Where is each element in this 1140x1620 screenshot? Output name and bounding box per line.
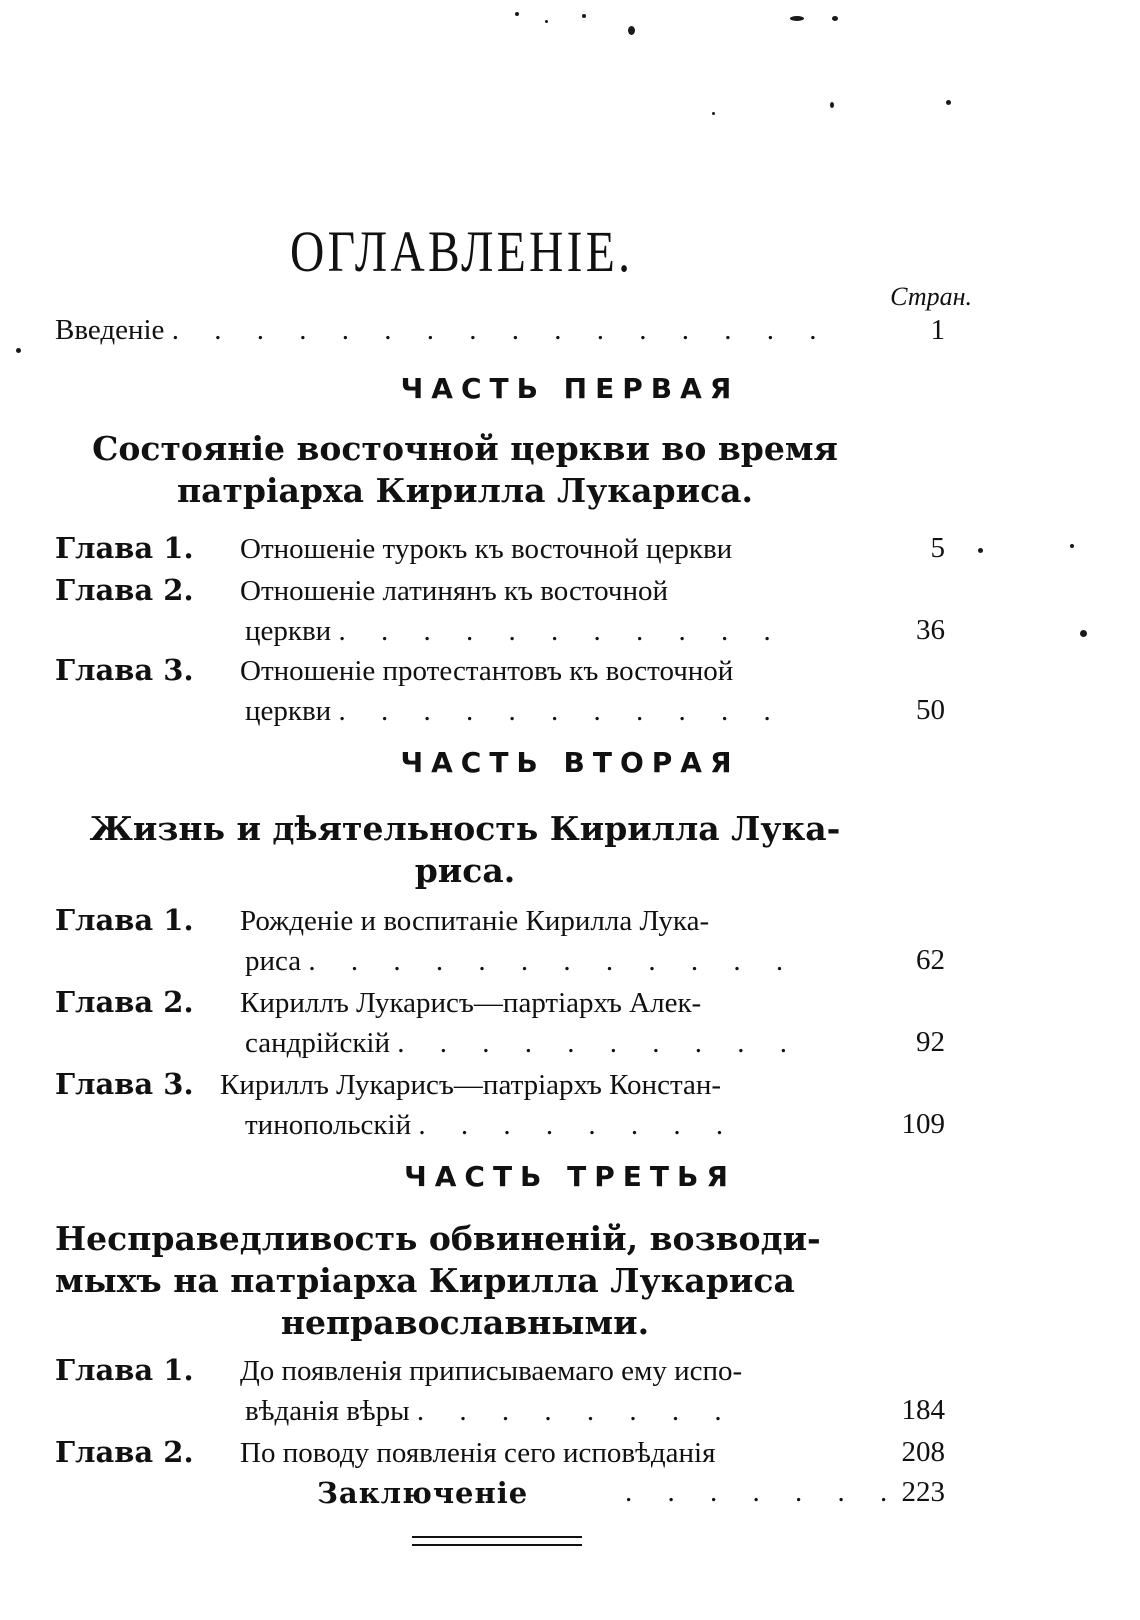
ink-speck <box>830 102 834 108</box>
chapter-title: По поводу появленія сего исповѣданія <box>240 1437 716 1469</box>
entry-label: Введеніе <box>55 314 165 346</box>
ink-speck <box>545 20 548 23</box>
page-number: 36 <box>916 614 945 646</box>
ink-speck <box>1080 630 1087 637</box>
ink-speck <box>946 100 951 105</box>
toc-chapter[interactable] <box>55 528 945 569</box>
ink-speck <box>582 14 586 18</box>
part-heading-line: Жизнь и дѣятельность Кирилла Лука- <box>89 809 841 848</box>
ink-speck <box>16 348 21 353</box>
part-heading-line: Несправедливость обвиненій, возводи- <box>55 1219 821 1258</box>
page-number: 1 <box>930 314 945 346</box>
page-number: 223 <box>901 1476 945 1508</box>
ink-speck <box>515 12 519 16</box>
toc-chapter[interactable] <box>55 570 945 651</box>
toc-chapter[interactable] <box>55 650 945 731</box>
toc-chapter[interactable] <box>55 1350 945 1431</box>
page-number: 184 <box>901 1394 945 1426</box>
chapter-title: Отношеніе латинянъ къ восточной <box>240 575 669 607</box>
part-heading <box>55 808 875 892</box>
ink-speck <box>832 16 838 21</box>
leader-dots: . . . . . . . . <box>418 1109 738 1141</box>
leader-dots: . . . . . . . . . . . <box>338 695 785 727</box>
chapter-title-cont: тинопольскій <box>245 1109 412 1141</box>
toc-chapter[interactable] <box>55 1064 945 1145</box>
end-rule <box>412 1544 582 1546</box>
part-heading <box>55 428 875 512</box>
page-title: ОГЛАВЛЕНІЕ. <box>290 219 634 284</box>
ink-speck <box>1070 544 1074 548</box>
toc-chapter[interactable] <box>55 982 945 1063</box>
page-column-label: Стран. <box>890 282 972 311</box>
page-number: 62 <box>916 944 945 976</box>
ink-speck <box>790 16 804 21</box>
page-number: 208 <box>901 1436 945 1468</box>
chapter-title: Отношеніе турокъ къ восточной церкви <box>240 533 733 565</box>
part-heading-line: Состояніе восточной церкви во время <box>92 429 838 468</box>
leader-dots: . . . . . . . . . . <box>397 1027 801 1059</box>
toc-entry-intro[interactable] <box>55 314 945 347</box>
part-heading-line: патріарха Кирилла Лукариса. <box>176 471 754 510</box>
chapter-title-cont: церкви <box>245 615 332 647</box>
entry-label: Заключеніе <box>317 1476 529 1510</box>
chapter-title: Рожденіе и воспитаніе Кирилла Лука- <box>240 905 710 937</box>
chapter-title-cont: церкви <box>245 695 332 727</box>
part-heading-line: неправославными. <box>280 1303 650 1342</box>
chapter-title: Кириллъ Лукарисъ—партіархъ Алек- <box>240 987 702 1019</box>
chapter-label: Глава 1. <box>55 903 194 937</box>
chapter-title-cont: сандрійскій <box>245 1027 390 1059</box>
chapter-title-cont: вѣданія вѣры <box>245 1395 410 1427</box>
leader-dots: . . . . . . . . <box>416 1395 736 1427</box>
chapter-label: Глава 2. <box>55 985 194 1019</box>
leader-dots: . . . . . . . . . . . . . . . . <box>171 314 831 346</box>
part-heading-line: мыхъ на патріарха Кирилла Лукариса <box>55 1261 795 1300</box>
leader-dots: . . . . . . . . . . . <box>338 615 785 647</box>
part-heading <box>55 1218 875 1344</box>
leader-dots: . . . . . . . . . . . . <box>308 945 798 977</box>
chapter-title-cont: риса <box>245 945 302 977</box>
chapter-label: Глава 2. <box>55 1435 194 1469</box>
chapter-title: Отношеніе протестантовъ къ восточной <box>240 655 734 687</box>
ink-speck <box>978 548 983 553</box>
chapter-label: Глава 3. <box>55 1067 194 1101</box>
chapter-label: Глава 2. <box>55 573 194 607</box>
leader-dots: . . . . . . . <box>625 1476 902 1508</box>
page-number: 109 <box>901 1108 945 1140</box>
chapter-title: Кириллъ Лукарисъ—патріархъ Констан- <box>220 1069 722 1101</box>
part-label: ЧАСТЬ ТРЕТЬЯ <box>404 1160 736 1193</box>
chapter-label: Глава 3. <box>55 653 194 687</box>
chapter-title: До появленія приписываемаго ему испо- <box>240 1355 743 1387</box>
end-rule <box>412 1536 582 1538</box>
toc-chapter[interactable] <box>55 900 945 981</box>
chapter-label: Глава 1. <box>55 1353 194 1387</box>
page-number: 5 <box>930 532 945 564</box>
chapter-label: Глава 1. <box>55 531 194 565</box>
page-number: 50 <box>916 694 945 726</box>
part-label: ЧАСТЬ ВТОРАЯ <box>400 746 740 779</box>
ink-speck <box>712 112 715 115</box>
part-heading-line: риса. <box>414 851 516 890</box>
page-number: 92 <box>916 1026 945 1058</box>
toc-chapter[interactable] <box>55 1432 945 1473</box>
ink-speck <box>628 26 635 35</box>
part-label: ЧАСТЬ ПЕРВАЯ <box>400 372 740 405</box>
